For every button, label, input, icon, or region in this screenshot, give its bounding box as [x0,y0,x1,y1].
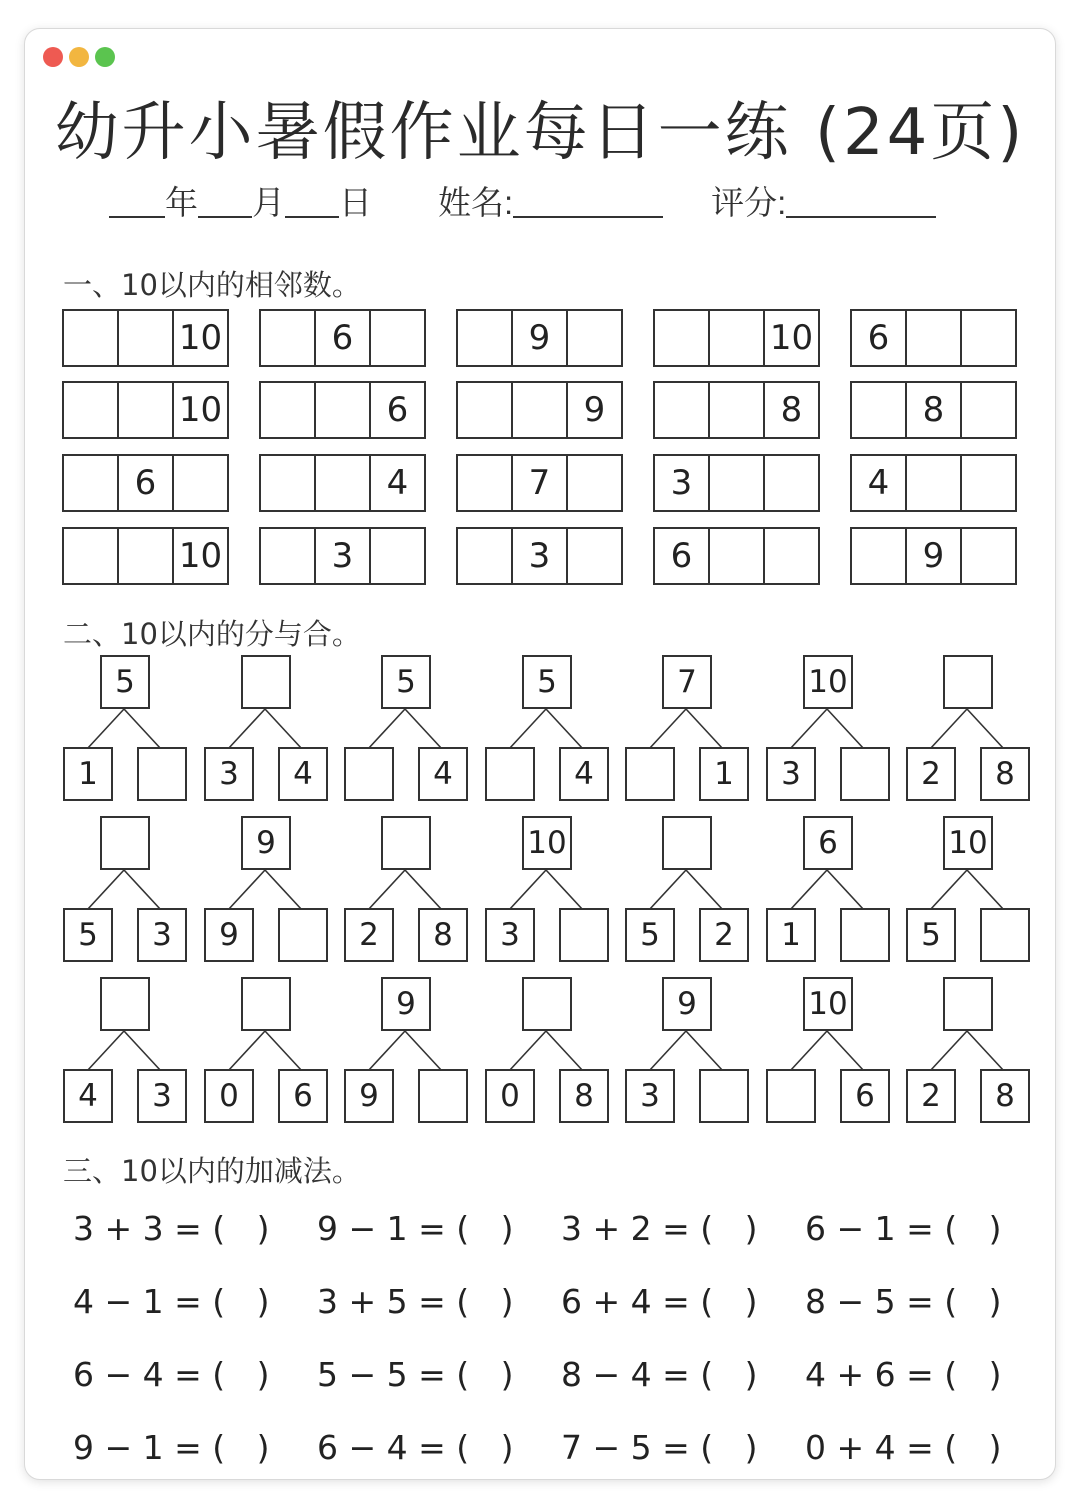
answer-cell[interactable] [316,456,371,510]
given-number-box: 5 [625,908,675,962]
connector-line [405,1031,442,1071]
neighbour-box-group [850,309,1017,367]
neighbour-box-group [259,381,426,439]
given-number-cell: 8 [780,390,803,430]
page-title: 幼升小暑假作业每日一练 (24页) [54,96,1026,170]
given-number-box: 8 [418,908,468,962]
given-number-cell: 10 [769,318,814,358]
answer-box[interactable] [485,747,535,801]
connector-line [827,870,864,910]
equation[interactable]: 0 + 4 = ( ) [805,1428,1002,1467]
header-info [109,177,1009,224]
given-number-box: 9 [241,816,291,870]
split-tree [906,655,1046,803]
given-number-box: 1 [766,908,816,962]
split-tree [625,816,765,964]
given-number-box: 7 [662,655,712,709]
neighbour-box-group [850,381,1017,439]
connector-line [546,870,583,910]
neighbour-box-group [62,527,229,585]
connector-line [930,709,967,749]
neighbour-box-group [456,454,623,512]
given-number-box: 4 [559,747,609,801]
name-label: 姓名: [438,184,514,221]
given-number-box: 5 [522,655,572,709]
split-tree [63,816,203,964]
neighbour-box-group [62,381,229,439]
connector-line [124,709,161,749]
connector-line [368,709,405,749]
split-tree [344,977,484,1125]
given-number-cell: 10 [178,536,223,576]
equation[interactable]: 4 + 6 = ( ) [805,1355,1002,1394]
answer-box[interactable] [840,747,890,801]
answer-cell[interactable] [765,529,818,583]
equation[interactable]: 6 + 4 = ( ) [561,1282,758,1321]
answer-box[interactable] [418,1069,468,1123]
answer-cell[interactable] [655,311,710,365]
answer-cell[interactable] [962,456,1015,510]
connector-line [405,870,442,910]
neighbour-box-group [653,309,820,367]
answer-cell[interactable] [261,456,316,510]
connector-line [546,1031,583,1071]
connector-line [124,870,161,910]
answer-cell[interactable] [261,383,316,437]
given-number-box: 2 [699,908,749,962]
answer-cell[interactable] [655,383,710,437]
given-number-cell: 6 [852,311,907,365]
close-window-button[interactable] [43,47,63,67]
connector-line [265,709,302,749]
answer-cell[interactable] [64,456,119,510]
equation[interactable]: 5 − 5 = ( ) [317,1355,514,1394]
answer-cell[interactable] [371,311,424,365]
answer-cell[interactable] [568,529,621,583]
minimize-window-button[interactable] [69,47,89,67]
connector-line [509,870,546,910]
equation[interactable]: 3 + 5 = ( ) [317,1282,514,1321]
given-number-box: 8 [980,1069,1030,1123]
equation[interactable]: 4 − 1 = ( ) [73,1282,270,1321]
equation[interactable]: 9 − 1 = ( ) [317,1209,514,1248]
answer-cell[interactable] [962,383,1015,437]
answer-cell[interactable] [710,311,765,365]
answer-cell[interactable] [458,311,513,365]
given-number-box: 0 [204,1069,254,1123]
given-number-box: 2 [906,1069,956,1123]
neighbour-box-group [259,527,426,585]
equation[interactable]: 6 − 1 = ( ) [805,1209,1002,1248]
equation[interactable]: 6 − 4 = ( ) [317,1428,514,1467]
given-number-box: 6 [840,1069,890,1123]
neighbour-box-group [653,454,820,512]
equation[interactable]: 3 + 2 = ( ) [561,1209,758,1248]
score-label: 评分: [711,184,787,221]
answer-cell[interactable] [371,529,424,583]
given-number-cell: 10 [178,318,223,358]
connector-line [967,1031,1004,1071]
neighbour-box-group [850,527,1017,585]
equation[interactable]: 3 + 3 = ( ) [73,1209,270,1248]
given-number-cell: 6 [119,456,174,510]
given-number-box: 5 [381,655,431,709]
neighbour-box-group [456,527,623,585]
answer-box[interactable] [137,747,187,801]
given-number-box: 6 [278,1069,328,1123]
equation[interactable]: 9 − 1 = ( ) [73,1428,270,1467]
given-number-box: 3 [766,747,816,801]
answer-cell[interactable] [907,311,962,365]
connector-line [368,1031,405,1071]
section3-title: 三、10以内的加减法。 [63,1154,361,1188]
given-number-cell: 6 [316,311,371,365]
given-number-cell: 9 [907,529,962,583]
connector-line [265,870,302,910]
neighbour-box-group [62,309,229,367]
given-number-box: 4 [63,1069,113,1123]
given-number-cell: 6 [655,529,710,583]
answer-cell[interactable] [962,311,1015,365]
day-blank [285,188,339,218]
split-tree [344,816,484,964]
split-tree [485,655,625,803]
answer-cell[interactable] [64,383,119,437]
month-blank [198,188,252,218]
answer-box[interactable] [344,747,394,801]
given-number-box: 10 [803,655,853,709]
answer-box[interactable] [522,977,572,1031]
split-tree [204,977,344,1125]
answer-box[interactable] [278,908,328,962]
answer-cell[interactable] [568,311,621,365]
answer-box[interactable] [699,1069,749,1123]
equation[interactable]: 6 − 4 = ( ) [73,1355,270,1394]
connector-line [546,709,583,749]
connector-line [686,709,723,749]
year-label: 年 [165,184,198,221]
answer-box[interactable] [381,816,431,870]
split-tree [204,655,344,803]
given-number-cell: 8 [907,383,962,437]
answer-cell[interactable] [710,383,765,437]
connector-line [967,870,1004,910]
answer-cell[interactable] [710,456,765,510]
given-number-box: 4 [278,747,328,801]
answer-cell[interactable] [64,529,119,583]
answer-cell[interactable] [458,383,513,437]
given-number-box: 2 [344,908,394,962]
answer-box[interactable] [100,977,150,1031]
given-number-box: 0 [485,1069,535,1123]
given-number-cell: 6 [386,390,409,430]
answer-cell[interactable] [261,529,316,583]
split-tree [766,977,906,1125]
answer-box[interactable] [625,747,675,801]
given-number-box: 5 [100,655,150,709]
given-number-box: 9 [662,977,712,1031]
given-number-box: 10 [803,977,853,1031]
connector-line [827,709,864,749]
given-number-cell: 4 [852,456,907,510]
answer-cell[interactable] [513,383,568,437]
split-tree [625,655,765,803]
answer-box[interactable] [980,908,1030,962]
given-number-cell: 10 [178,390,223,430]
split-tree [485,816,625,964]
connector-line [228,1031,265,1071]
answer-box[interactable] [662,816,712,870]
section2-title: 二、10以内的分与合。 [63,617,361,651]
given-number-cell: 3 [655,456,710,510]
neighbour-box-group [62,454,229,512]
connector-line [87,870,124,910]
month-label: 月 [252,184,285,221]
connector-line [87,709,124,749]
connector-line [228,709,265,749]
year-blank [109,188,165,218]
answer-box[interactable] [241,977,291,1031]
given-number-box: 2 [906,747,956,801]
answer-cell[interactable] [119,529,174,583]
given-number-box: 4 [418,747,468,801]
given-number-box: 3 [625,1069,675,1123]
connector-line [124,1031,161,1071]
equation[interactable]: 8 − 5 = ( ) [805,1282,1002,1321]
connector-line [790,1031,827,1071]
neighbour-box-group [653,527,820,585]
given-number-box: 5 [63,908,113,962]
answer-cell[interactable] [119,311,174,365]
given-number-cell: 9 [583,390,606,430]
answer-cell[interactable] [710,529,765,583]
given-number-box: 10 [522,816,572,870]
connector-line [649,709,686,749]
answer-cell[interactable] [962,529,1015,583]
split-tree [625,977,765,1125]
equation[interactable]: 7 − 5 = ( ) [561,1428,758,1467]
connector-line [790,709,827,749]
neighbour-box-group [259,309,426,367]
connector-line [649,1031,686,1071]
answer-box[interactable] [840,908,890,962]
connector-line [509,1031,546,1071]
section1-title: 一、10以内的相邻数。 [63,268,361,302]
split-tree [906,977,1046,1125]
answer-cell[interactable] [765,456,818,510]
answer-box[interactable] [241,655,291,709]
given-number-box: 3 [137,908,187,962]
split-tree [63,655,203,803]
neighbour-box-group [259,454,426,512]
connector-line [87,1031,124,1071]
name-blank [513,188,663,218]
connector-line [686,870,723,910]
connector-line [686,1031,723,1071]
answer-box[interactable] [943,977,993,1031]
answer-cell[interactable] [458,529,513,583]
window-titlebar [25,29,1055,81]
connector-line [368,870,405,910]
given-number-cell: 3 [513,529,568,583]
answer-cell[interactable] [316,383,371,437]
given-number-box: 8 [559,1069,609,1123]
given-number-cell: 9 [513,311,568,365]
split-tree [204,816,344,964]
connector-line [228,870,265,910]
maximize-window-button[interactable] [95,47,115,67]
answer-cell[interactable] [568,456,621,510]
split-tree [63,977,203,1125]
answer-box[interactable] [943,655,993,709]
neighbour-box-group [653,381,820,439]
equation[interactable]: 8 − 4 = ( ) [561,1355,758,1394]
answer-cell[interactable] [458,456,513,510]
neighbour-box-group [456,309,623,367]
score-blank [786,188,936,218]
given-number-box: 1 [63,747,113,801]
given-number-box: 8 [980,747,1030,801]
answer-cell[interactable] [852,529,907,583]
answer-box[interactable] [559,908,609,962]
connector-line [827,1031,864,1071]
split-tree [906,816,1046,964]
given-number-box: 3 [204,747,254,801]
given-number-box: 3 [485,908,535,962]
answer-cell[interactable] [64,311,119,365]
neighbour-box-group [456,381,623,439]
connector-line [405,709,442,749]
connector-line [930,1031,967,1071]
given-number-box: 9 [204,908,254,962]
given-number-cell: 3 [316,529,371,583]
answer-cell[interactable] [907,456,962,510]
split-tree [485,977,625,1125]
connector-line [967,709,1004,749]
answer-cell[interactable] [261,311,316,365]
answer-box[interactable] [100,816,150,870]
connector-line [649,870,686,910]
given-number-cell: 7 [513,456,568,510]
given-number-box: 9 [344,1069,394,1123]
split-tree [766,816,906,964]
given-number-box: 1 [699,747,749,801]
day-label: 日 [339,184,372,221]
given-number-box: 9 [381,977,431,1031]
connector-line [790,870,827,910]
given-number-box: 6 [803,816,853,870]
connector-line [265,1031,302,1071]
document-window [24,28,1056,1480]
connector-line [930,870,967,910]
answer-cell[interactable] [119,383,174,437]
given-number-box: 5 [906,908,956,962]
given-number-cell: 4 [386,463,409,503]
answer-box[interactable] [766,1069,816,1123]
split-tree [344,655,484,803]
answer-cell[interactable] [852,383,907,437]
given-number-box: 3 [137,1069,187,1123]
neighbour-box-group [850,454,1017,512]
connector-line [509,709,546,749]
answer-cell[interactable] [174,456,227,510]
split-tree [766,655,906,803]
given-number-box: 10 [943,816,993,870]
